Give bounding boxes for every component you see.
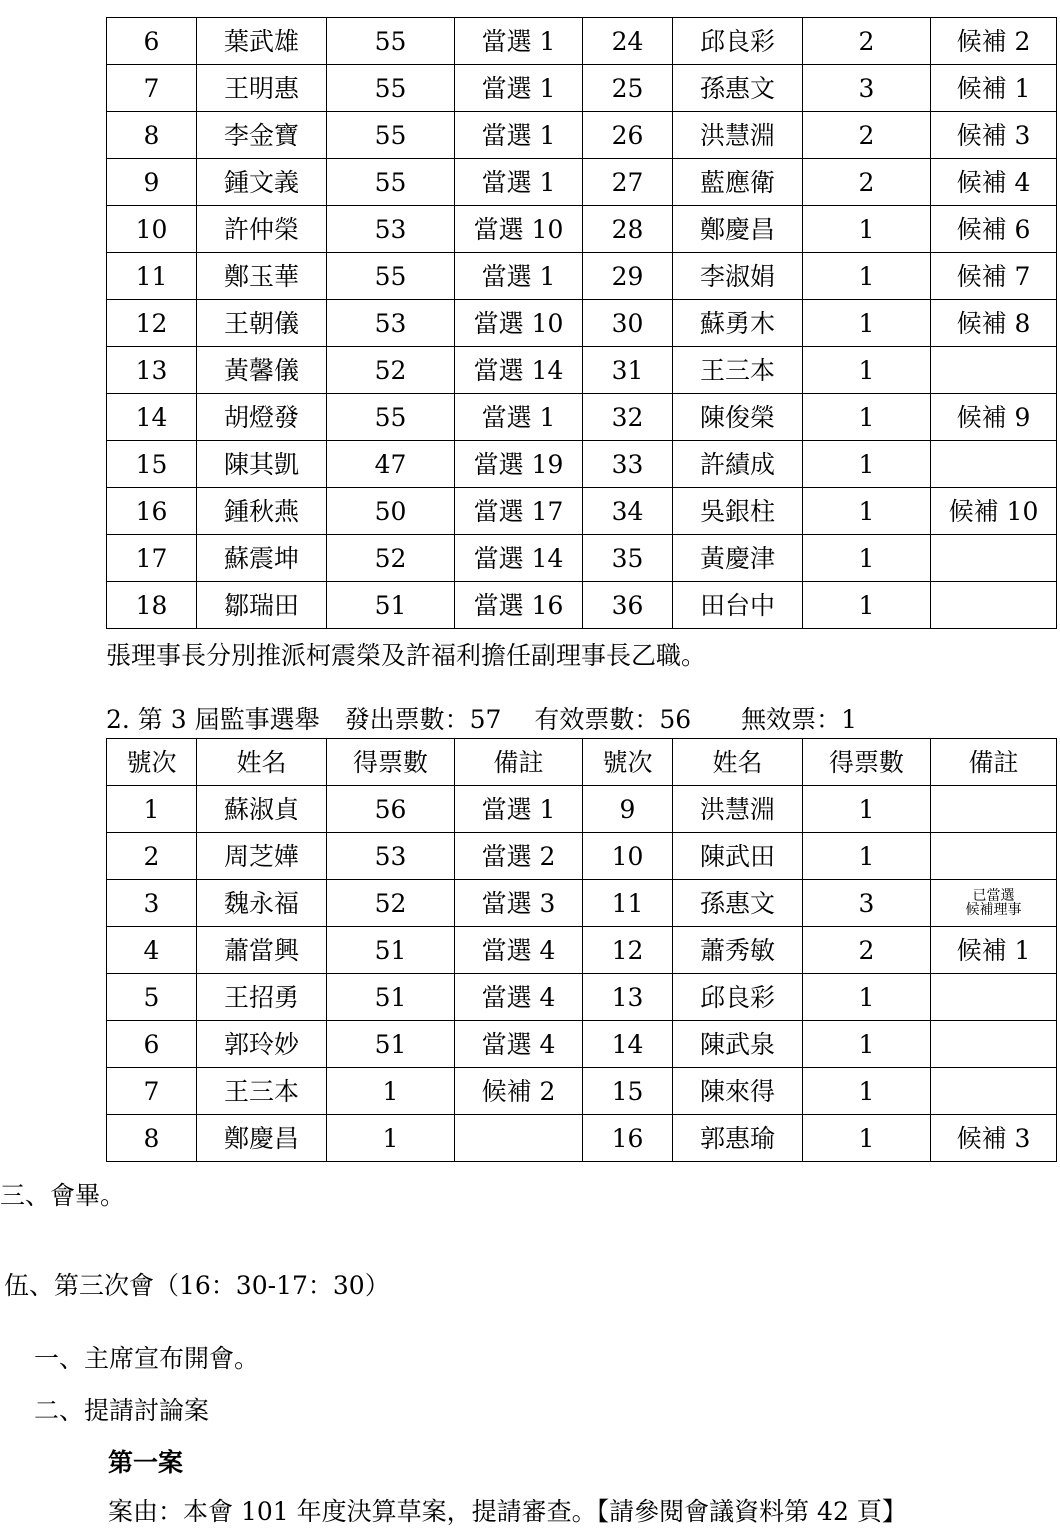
- table-cell: 15: [107, 441, 197, 488]
- table-cell: 53: [327, 300, 455, 347]
- table-cell: 當選 1: [455, 112, 583, 159]
- table-cell: [931, 347, 1057, 394]
- table-cell: 當選 4: [455, 927, 583, 974]
- table-cell: 51: [327, 927, 455, 974]
- table-row: [107, 974, 1057, 1021]
- table-cell: 陳來得: [673, 1068, 803, 1115]
- table-cell: 17: [107, 535, 197, 582]
- table-cell: 31: [583, 347, 673, 394]
- table-cell: 蕭當興: [197, 927, 327, 974]
- table-cell: 51: [327, 1021, 455, 1068]
- table-cell: 周芝嬅: [197, 833, 327, 880]
- third-session-heading: 伍、第三次會（16：30-17：30）: [4, 1271, 390, 1300]
- table-row: [107, 1115, 1057, 1162]
- table-cell: 11: [107, 253, 197, 300]
- table-cell: 2: [107, 833, 197, 880]
- table-cell: 50: [327, 488, 455, 535]
- table-row: [107, 1021, 1057, 1068]
- table-cell: 25: [583, 65, 673, 112]
- table-cell: 當選 16: [455, 582, 583, 629]
- table-row: [107, 1068, 1057, 1115]
- table-cell: 當選 1: [455, 394, 583, 441]
- table-cell: 郭惠瑜: [673, 1115, 803, 1162]
- table-cell: 姓名: [673, 739, 803, 786]
- table-cell: 1: [803, 535, 931, 582]
- table-cell: 蘇淑貞: [197, 786, 327, 833]
- table-cell: 6: [107, 1021, 197, 1068]
- table-cell: 當選 4: [455, 974, 583, 1021]
- table-row: [107, 833, 1057, 880]
- table-row: [107, 880, 1057, 927]
- table-cell: 2: [803, 18, 931, 65]
- table-cell: 28: [583, 206, 673, 253]
- table-cell: 已當選 候補理事: [931, 880, 1057, 927]
- table-cell: 鄭慶昌: [197, 1115, 327, 1162]
- table-cell: 當選 10: [455, 206, 583, 253]
- table-cell: 7: [107, 65, 197, 112]
- table-cell: 鍾文義: [197, 159, 327, 206]
- table-cell: 1: [803, 300, 931, 347]
- table-cell: 候補 8: [931, 300, 1057, 347]
- table-cell: 許績成: [673, 441, 803, 488]
- table-cell: 候補 3: [931, 1115, 1057, 1162]
- table-cell: 27: [583, 159, 673, 206]
- table-row: [107, 927, 1057, 974]
- director-election-results-table: [106, 17, 1057, 629]
- table-header-row: [107, 739, 1057, 786]
- table-cell: 當選 1: [455, 18, 583, 65]
- table-cell: 吳銀柱: [673, 488, 803, 535]
- table-cell: 當選 3: [455, 880, 583, 927]
- table-cell: 15: [583, 1068, 673, 1115]
- table-cell: 1: [803, 786, 931, 833]
- table-cell: 鍾秋燕: [197, 488, 327, 535]
- table-cell: 1: [803, 488, 931, 535]
- table-cell: 11: [583, 880, 673, 927]
- table-cell: 邱良彩: [673, 974, 803, 1021]
- table-cell: 當選 17: [455, 488, 583, 535]
- table-cell: 3: [107, 880, 197, 927]
- supervisor-election-results-table: [106, 738, 1057, 1162]
- table-cell: 候補 2: [455, 1068, 583, 1115]
- table-cell: 鄒瑞田: [197, 582, 327, 629]
- table-cell: 51: [327, 582, 455, 629]
- table-cell: 55: [327, 18, 455, 65]
- table-cell: 當選 1: [455, 253, 583, 300]
- table-cell: 13: [583, 974, 673, 1021]
- table-cell: 7: [107, 1068, 197, 1115]
- table-cell: 候補 2: [931, 18, 1057, 65]
- table-cell: 2: [803, 927, 931, 974]
- table-cell: 王三本: [197, 1068, 327, 1115]
- table-cell: 51: [327, 974, 455, 1021]
- table-cell: 邱良彩: [673, 18, 803, 65]
- table-cell: 黃馨儀: [197, 347, 327, 394]
- discussion-proposals-item: 二、提請討論案: [34, 1396, 210, 1425]
- table-cell: 鄭玉華: [197, 253, 327, 300]
- table-cell: 33: [583, 441, 673, 488]
- table-cell: 52: [327, 347, 455, 394]
- table-cell: 候補 6: [931, 206, 1057, 253]
- table-cell: 1: [803, 582, 931, 629]
- table-cell: 候補 1: [931, 927, 1057, 974]
- table-cell: 陳武泉: [673, 1021, 803, 1068]
- table-cell: 洪慧淵: [673, 112, 803, 159]
- table-cell: 26: [583, 112, 673, 159]
- table-cell: 53: [327, 206, 455, 253]
- table-cell: 鄭慶昌: [673, 206, 803, 253]
- table-cell: 12: [583, 927, 673, 974]
- table-cell: 1: [803, 1115, 931, 1162]
- table-cell: 王朝儀: [197, 300, 327, 347]
- table-cell: 1: [803, 253, 931, 300]
- table-cell: [931, 1068, 1057, 1115]
- table-row: [107, 535, 1057, 582]
- table-cell: 黃慶津: [673, 535, 803, 582]
- meeting-end-item: 三、會畢。: [0, 1181, 126, 1210]
- table-cell: 王招勇: [197, 974, 327, 1021]
- table-cell: 1: [327, 1115, 455, 1162]
- table-cell: 藍應衛: [673, 159, 803, 206]
- table-cell: 3: [803, 65, 931, 112]
- table-cell: 號次: [107, 739, 197, 786]
- table-cell: [931, 582, 1057, 629]
- table-cell: 陳武田: [673, 833, 803, 880]
- table-row: [107, 253, 1057, 300]
- table-cell: 蕭秀敏: [673, 927, 803, 974]
- table-cell: 蘇震坤: [197, 535, 327, 582]
- table-cell: 10: [583, 833, 673, 880]
- table-cell: 55: [327, 159, 455, 206]
- table-cell: 1: [107, 786, 197, 833]
- table-cell: 當選 1: [455, 65, 583, 112]
- table-cell: 郭玲妙: [197, 1021, 327, 1068]
- table-cell: [931, 441, 1057, 488]
- table-cell: 備註: [455, 739, 583, 786]
- table-cell: 得票數: [803, 739, 931, 786]
- table-cell: 1: [327, 1068, 455, 1115]
- vice-chairman-note: 張理事長分別推派柯震榮及許福利擔任副理事長乙職。: [106, 641, 707, 670]
- table-cell: 16: [583, 1115, 673, 1162]
- table-cell: 備註: [931, 739, 1057, 786]
- table-cell: 陳其凱: [197, 441, 327, 488]
- table-cell: 53: [327, 833, 455, 880]
- table-cell: 許仲榮: [197, 206, 327, 253]
- table-cell: 56: [327, 786, 455, 833]
- table-cell: 候補 1: [931, 65, 1057, 112]
- table-cell: 孫惠文: [673, 65, 803, 112]
- table-cell: 1: [803, 394, 931, 441]
- table-cell: 當選 4: [455, 1021, 583, 1068]
- table-cell: [931, 786, 1057, 833]
- table-cell: 47: [327, 441, 455, 488]
- table-cell: [455, 1115, 583, 1162]
- table-cell: 胡燈發: [197, 394, 327, 441]
- table-row: [107, 441, 1057, 488]
- table-cell: 候補 4: [931, 159, 1057, 206]
- table-cell: 姓名: [197, 739, 327, 786]
- table-cell: 55: [327, 65, 455, 112]
- table-cell: 18: [107, 582, 197, 629]
- table-cell: 9: [107, 159, 197, 206]
- table-cell: 魏永福: [197, 880, 327, 927]
- table-cell: 1: [803, 1068, 931, 1115]
- table-cell: 王三本: [673, 347, 803, 394]
- table-cell: 1: [803, 974, 931, 1021]
- table-cell: 候補 9: [931, 394, 1057, 441]
- table-cell: [931, 1021, 1057, 1068]
- table-cell: 當選 1: [455, 159, 583, 206]
- table-cell: 3: [803, 880, 931, 927]
- table-cell: 李淑娟: [673, 253, 803, 300]
- table-cell: 9: [583, 786, 673, 833]
- table-cell: [931, 535, 1057, 582]
- table-row: [107, 206, 1057, 253]
- table-cell: 當選 19: [455, 441, 583, 488]
- table-cell: 8: [107, 1115, 197, 1162]
- table-cell: 5: [107, 974, 197, 1021]
- table-cell: 14: [583, 1021, 673, 1068]
- table-cell: 32: [583, 394, 673, 441]
- table-cell: 當選 2: [455, 833, 583, 880]
- table-row: [107, 582, 1057, 629]
- table-cell: 洪慧淵: [673, 786, 803, 833]
- chair-opens-meeting-item: 一、主席宣布開會。: [34, 1344, 260, 1373]
- table-cell: 候補 7: [931, 253, 1057, 300]
- table-cell: 30: [583, 300, 673, 347]
- table-cell: 號次: [583, 739, 673, 786]
- table-cell: 王明惠: [197, 65, 327, 112]
- table-row: [107, 300, 1057, 347]
- table-cell: 13: [107, 347, 197, 394]
- first-case-title: 第一案: [108, 1448, 184, 1477]
- supervisor-election-heading: 2. 第 3 屆監事選舉 發出票數：57 有效票數：56 無效票：1: [106, 705, 858, 734]
- table-cell: 55: [327, 112, 455, 159]
- table-cell: 16: [107, 488, 197, 535]
- table-row: [107, 488, 1057, 535]
- table-cell: 4: [107, 927, 197, 974]
- table-cell: 14: [107, 394, 197, 441]
- table-row: [107, 65, 1057, 112]
- table-cell: 8: [107, 112, 197, 159]
- table-cell: 陳俊榮: [673, 394, 803, 441]
- table-row: [107, 18, 1057, 65]
- table-cell: 52: [327, 535, 455, 582]
- table-cell: 12: [107, 300, 197, 347]
- table-cell: 1: [803, 833, 931, 880]
- table-row: [107, 347, 1057, 394]
- table-cell: 孫惠文: [673, 880, 803, 927]
- table-cell: [931, 833, 1057, 880]
- table-row: [107, 159, 1057, 206]
- first-case-reason: 案由：本會 101 年度決算草案，提請審查。【請參閱會議資料第 42 頁】: [108, 1497, 907, 1526]
- table-cell: 6: [107, 18, 197, 65]
- table-cell: 52: [327, 880, 455, 927]
- table-cell: 候補 3: [931, 112, 1057, 159]
- table-cell: 田台中: [673, 582, 803, 629]
- table-cell: 當選 10: [455, 300, 583, 347]
- table-cell: 當選 14: [455, 535, 583, 582]
- table-cell: 李金寶: [197, 112, 327, 159]
- table-cell: 當選 14: [455, 347, 583, 394]
- table-cell: 葉武雄: [197, 18, 327, 65]
- table-cell: 55: [327, 394, 455, 441]
- table-cell: 1: [803, 206, 931, 253]
- table-cell: 10: [107, 206, 197, 253]
- table-cell: 36: [583, 582, 673, 629]
- table-cell: 24: [583, 18, 673, 65]
- table-cell: 1: [803, 347, 931, 394]
- table-row: [107, 112, 1057, 159]
- table-cell: 35: [583, 535, 673, 582]
- table-row: [107, 394, 1057, 441]
- table-cell: 34: [583, 488, 673, 535]
- table-row: [107, 786, 1057, 833]
- table-cell: 1: [803, 441, 931, 488]
- table-cell: 2: [803, 159, 931, 206]
- table-cell: 當選 1: [455, 786, 583, 833]
- table-cell: 55: [327, 253, 455, 300]
- table-cell: 29: [583, 253, 673, 300]
- table-cell: [931, 974, 1057, 1021]
- table-cell: 2: [803, 112, 931, 159]
- table-cell: 得票數: [327, 739, 455, 786]
- table-cell: 蘇勇木: [673, 300, 803, 347]
- table-cell: 候補 10: [931, 488, 1057, 535]
- table-cell: 1: [803, 1021, 931, 1068]
